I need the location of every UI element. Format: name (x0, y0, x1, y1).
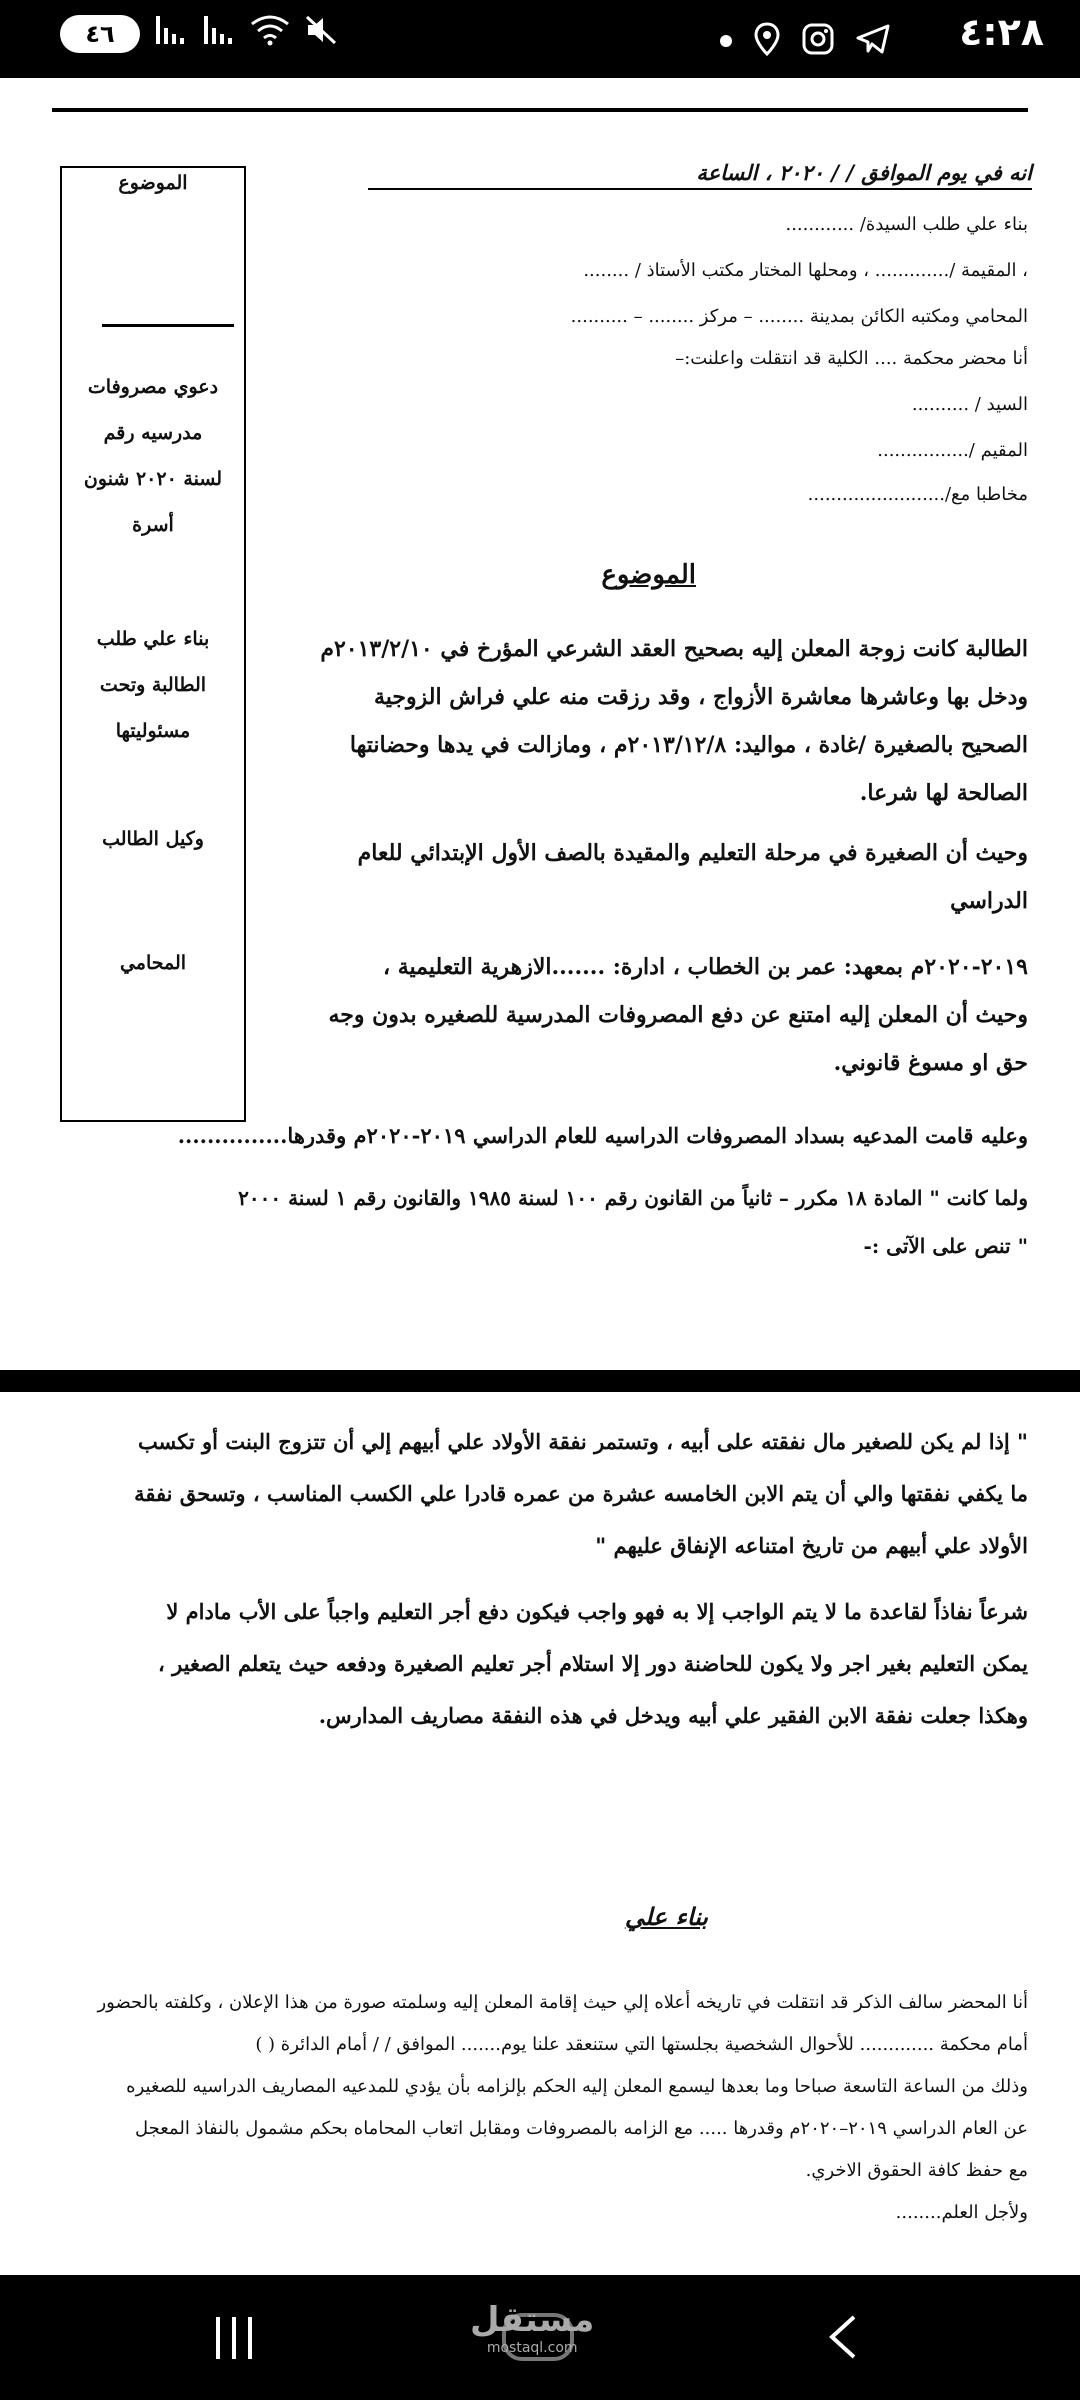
dot-icon (720, 35, 732, 47)
date-rule (368, 188, 1032, 190)
watermark-brand: مستقل (470, 2300, 595, 2340)
conclusion-line: عن العام الدراسي ٢٠١٩–٢٠٢٠م وقدرها ..... مع الزامه بالمصروفات ومقابل اتعاب المحاماه بحكم مشمول بالنفاذ المعجل (135, 2118, 1028, 2139)
watermark-logo (470, 2300, 594, 2356)
paragraph-line: الصحيح بالصغيرة /غادة ، مواليد: ٢٠١٣/١٢/٨م ، ومازالت في يدها وحضانتها (349, 732, 1028, 758)
paragraph-line: يمكن التعليم بغير اجر ولا يكون للحاضنة دور إلا استلام أجر تعليم الصغيرة ودفعه حيث يتعلم الصغير ، (158, 1651, 1028, 1676)
paragraph-line: وعليه قامت المدعيه بسداد المصروفات الدراسيه للعام الدراسي ٢٠١٩-٢٠٢٠م وقدرها............... (177, 1123, 1028, 1148)
paragraph-line: الأولاد علي أبيهم من تاريخ امتناعه الإنفاق عليهم " (595, 1533, 1028, 1558)
paragraph-line: وحيث أن المعلن إليه امتنع عن دفع المصروفات المدرسية للصغيره بدون وجه (328, 1002, 1028, 1028)
conclusion-line: وذلك من الساعة التاسعة صباحا وما بعدها ليسمع المعلن إليه الحكم بإلزامه بأن يؤدي للمدعيه المصاريف الدراسيه للصغيره (126, 2076, 1028, 2097)
paragraph-line: ما يكفي نفقتها والي أن يتم الابن الخامسه عشرة من عمره قادرا علي الكسب المناسب ، وتسحق نفقة (134, 1481, 1028, 1506)
sidebar-requester: بناء علي طلب الطالبة وتحت مسئوليتها (96, 628, 210, 742)
paragraph-line: شرعاً نفاذاً لقاعدة ما لا يتم الواجب إلا به فهو واجب فيكون دفع أجر التعليم واجباً على الأب مادام لا (166, 1599, 1028, 1624)
subject-sidebar (60, 166, 246, 1122)
signal-icon-2 (202, 14, 236, 54)
field-residence: ، المقيمة /............. ، ومحلها المختار مكتب الأستاذ / ........ (583, 260, 1028, 281)
paragraph-line: الصالحة لها شرعا. (859, 780, 1028, 806)
recent-apps-button[interactable] (212, 2315, 256, 2365)
notification-icons (720, 22, 890, 60)
signal-icon-1 (154, 14, 188, 54)
date-line: انه في يوم الموافق / / ٢٠٢٠ ، الساعة (696, 160, 1032, 185)
top-rule (52, 108, 1028, 112)
paragraph-line: " إذا لم يكن للصغير مال نفقته على أبيه ، وتستمر نفقة الأولاد علي أبيهم إلي أن تتزوج البنت أو تكسب (137, 1429, 1028, 1454)
field-addressed-to: مخاطبا مع/........................ (807, 484, 1028, 505)
back-button[interactable] (826, 2313, 858, 2365)
paragraph-line: وهكذا جعلت نفقة الابن الفقير علي أبيه ويدخل في هذه النفقة مصاريف المدارس. (318, 1703, 1028, 1728)
field-recipient-address: المقيم /................ (877, 440, 1028, 461)
field-bailiff: أنا محضر محكمة .... الكلية قد انتقلت واعلنت:– (675, 348, 1028, 369)
paragraph-line: وحيث أن الصغيرة في مرحلة التعليم والمقيدة بالصف الأول الإبتدائي للعام (357, 840, 1028, 866)
paragraph-line: الدراسي (950, 888, 1028, 914)
system-icons (60, 14, 338, 54)
paragraph-line: ودخل بها وعاشرها معاشرة الأزواج ، وقد رزقت منه علي فراش الزوجية (373, 684, 1028, 710)
conclusion-line: أنا المحضر سالف الذكر قد انتقلت في تاريخه أعلاه إلي حيث إقامة المعلن إليه وسلمته صورة من هذا الإعلان ، وكلفته بالحضور (97, 1992, 1028, 2013)
instagram-icon (802, 23, 834, 59)
telegram-icon (856, 24, 890, 58)
clock: ٤:٢٨ (959, 10, 1044, 54)
document-page-2 (0, 1392, 1080, 2275)
paragraph-line: ولما كانت " المادة ١٨ مكرر – ثانياً من القانون رقم ١٠٠ لسنة ١٩٨٥ والقانون رقم ١ لسنة ٢٠٠٠ (238, 1186, 1028, 1210)
sidebar-case-type: دعوي مصروفات مدرسيه رقم لسنة ٢٠٢٠ شنون أسرة (83, 376, 223, 536)
paragraph-line: حق او مسوغ قانوني. (833, 1050, 1028, 1076)
sidebar-rule (102, 324, 234, 327)
conclusion-line: ولأجل العلم........ (895, 2202, 1028, 2223)
paragraph-line: " تنص على الآتى :- (863, 1234, 1028, 1258)
field-lawyer-office: المحامي ومكتبه الكائن بمدينة ........ – مركز ........ – .......... (570, 306, 1028, 327)
field-recipient: السيد / .......... (911, 394, 1028, 415)
conclusion-line: أمام محكمة ............. للأحوال الشخصية بجلستها التي ستنعقد علنا يوم....... الموافق / / أمام الدائرة ( ) (255, 2034, 1028, 2055)
sidebar-lawyer: المحامي (119, 952, 187, 974)
conclusion-line: مع حفظ كافة الحقوق الاخري. (805, 2160, 1028, 2181)
sidebar-title: الموضوع (118, 172, 188, 194)
watermark-domain: mostaql.com (486, 2340, 578, 2356)
subject-heading: الموضوع (601, 560, 696, 590)
battery-icon: ٤٦ (60, 15, 140, 53)
location-icon (754, 22, 780, 60)
status-bar (0, 0, 1080, 78)
paragraph-line: ٢٠١٩-٢٠٢٠م بمعهد: عمر بن الخطاب ، ادارة: .......الازهرية التعليمية ، (382, 954, 1028, 980)
conclusion-heading: بناء علي (624, 1902, 708, 1931)
document-page-1 (0, 78, 1080, 1370)
sidebar-agent: وكيل الطالب (102, 828, 204, 850)
mute-icon (304, 14, 338, 54)
paragraph-line: الطالبة كانت زوجة المعلن إليه بصحيح العقد الشرعي المؤرخ في ٢٠١٣/٢/١٠م (320, 636, 1028, 662)
field-requester: بناء علي طلب السيدة/ ............ (785, 214, 1028, 235)
wifi-icon (250, 14, 290, 54)
